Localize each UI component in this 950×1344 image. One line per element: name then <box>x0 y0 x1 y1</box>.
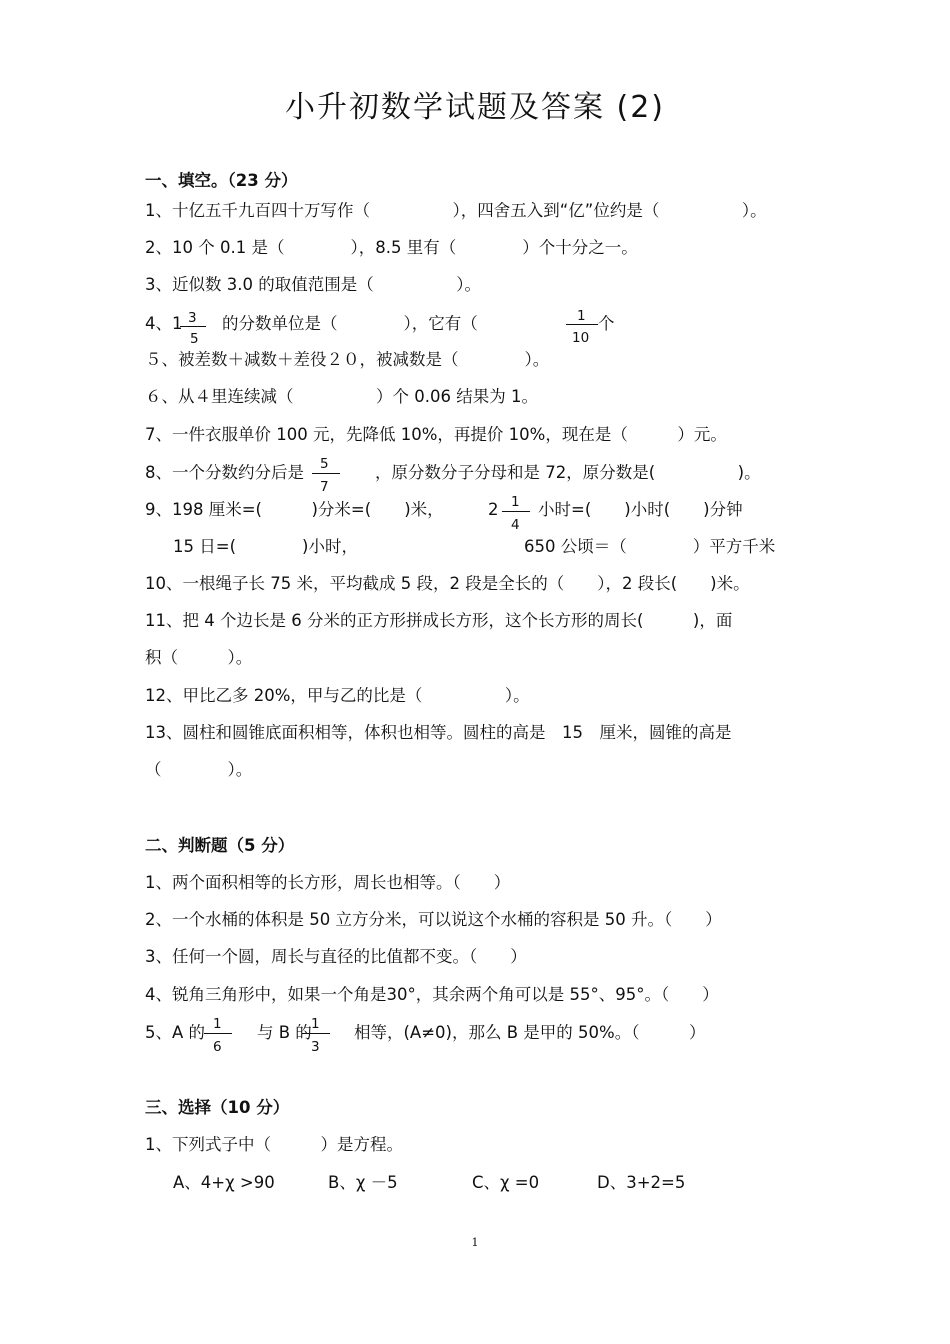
fill-question-12: 12、甲比乙多 20%，甲与乙的比是（ ）。 <box>145 686 530 705</box>
page-number: 1 <box>471 1236 479 1249</box>
fraction-denominator: 10 <box>572 330 590 346</box>
fill-question-8-text: ，原分数分子分母和是 72，原分数是( )。 <box>375 463 761 482</box>
fill-question-5: ５、被差数＋减数＋差役２０，被减数是（ ）。 <box>145 350 550 369</box>
fill-question-7: 7、一件衣服单价 100 元，先降低 10%，再提价 10%，现在是（ ）元。 <box>145 425 727 444</box>
fill-question-13-line-1: 13、圆柱和圆锥底面积相等，体积也相等。圆柱的高是 15 厘米，圆锥的高是 <box>145 723 732 742</box>
fill-question-4-prefix: 4、1 <box>145 314 183 333</box>
choice-option-d: D、3+2=5 <box>597 1173 686 1192</box>
fraction-numerator: 1 <box>213 1016 222 1032</box>
fraction-bar <box>302 1033 330 1034</box>
fraction-bar <box>180 326 206 327</box>
fill-question-9-part-4: 650 公顷＝（ ）平方千米 <box>524 537 776 556</box>
title-number: (2) <box>616 90 666 125</box>
judge-question-4: 4、锐角三角形中，如果一个角是30°，其余两个角可以是 55°、95°。（ ） <box>145 985 719 1004</box>
mixed-number-whole: 2 <box>488 500 499 519</box>
fraction-denominator: 5 <box>190 331 199 347</box>
choice-question-1: 1、下列式子中（ ）是方程。 <box>145 1135 403 1154</box>
fill-question-4-suffix: 个 <box>598 314 615 333</box>
fraction-numerator: 1 <box>577 308 586 324</box>
judge-question-3: 3、任何一个圆，周长与直径的比值都不变。（ ） <box>145 947 527 966</box>
fill-question-1: 1、十亿五千九百四十万写作（ ），四舍五入到“亿”位约是（ ）。 <box>145 201 767 220</box>
fill-question-9-part-1: 9、198 厘米=( )分米=( )米， <box>145 500 444 519</box>
fraction-denominator: 6 <box>213 1039 222 1055</box>
fill-question-10: 10、一根绳子长 75 米，平均截成 5 段，2 段是全长的（ ），2 段长( )米。 <box>145 574 750 593</box>
fraction-bar <box>566 324 598 325</box>
fraction-denominator: 3 <box>311 1039 320 1055</box>
choice-option-c: C、χ =0 <box>472 1173 540 1192</box>
fraction-denominator: 7 <box>320 479 329 495</box>
section-choice-heading: 三、选择（10 分） <box>145 1098 290 1117</box>
fill-question-6: ６、从４里连续减（ ）个 0.06 结果为 1。 <box>145 387 538 406</box>
judge-question-5-prefix: 5、A 的 <box>145 1023 206 1042</box>
fill-question-8-prefix: 8、一个分数约分后是 <box>145 463 304 482</box>
fraction-numerator: 1 <box>311 1016 320 1032</box>
section-judge-heading: 二、判断题（5 分） <box>145 836 295 855</box>
choice-option-b: B、χ －5 <box>328 1173 398 1192</box>
fraction-numerator: 3 <box>188 310 197 326</box>
fill-question-2: 2、10 个 0.1 是（ ），8.5 里有（ ）个十分之一。 <box>145 238 638 257</box>
fill-question-3: 3、近似数 3.0 的取值范围是（ ）。 <box>145 275 481 294</box>
page-title <box>0 88 950 128</box>
fill-question-13-line-2: （ ）。 <box>145 760 253 779</box>
fill-question-4-text: 的分数单位是（ ），它有（ <box>222 314 528 333</box>
fraction-bar <box>204 1033 232 1034</box>
fill-question-9-part-2: 小时=( )小时( )分钟 <box>538 500 743 519</box>
fill-question-11-line-2: 积（ ）。 <box>145 648 253 667</box>
fraction-denominator: 4 <box>511 517 520 533</box>
fraction-bar <box>312 473 340 474</box>
section-fill-heading: 一、填空。（23 分） <box>145 171 298 190</box>
fraction-numerator: 1 <box>511 494 520 510</box>
judge-question-2: 2、一个水桶的体积是 50 立方分米，可以说这个水桶的容积是 50 升。（ ） <box>145 910 722 929</box>
fill-question-11-line-1: 11、把 4 个边长是 6 分米的正方形拼成长方形，这个长方形的周长( )，面 <box>145 611 733 630</box>
title-text: 小升初数学试题及答案 <box>284 90 605 125</box>
judge-question-5-middle: 与 B 的 <box>257 1023 312 1042</box>
fill-question-9-part-3: 15 日=( )小时， <box>173 537 358 556</box>
choice-option-a: A、4+χ >90 <box>173 1173 275 1192</box>
judge-question-5-suffix: 相等，(A≠0)，那么 B 是甲的 50%。（ ） <box>354 1023 706 1042</box>
judge-question-1: 1、两个面积相等的长方形，周长也相等。（ ） <box>145 873 511 892</box>
fraction-bar <box>502 511 530 512</box>
fraction-numerator: 5 <box>320 456 329 472</box>
